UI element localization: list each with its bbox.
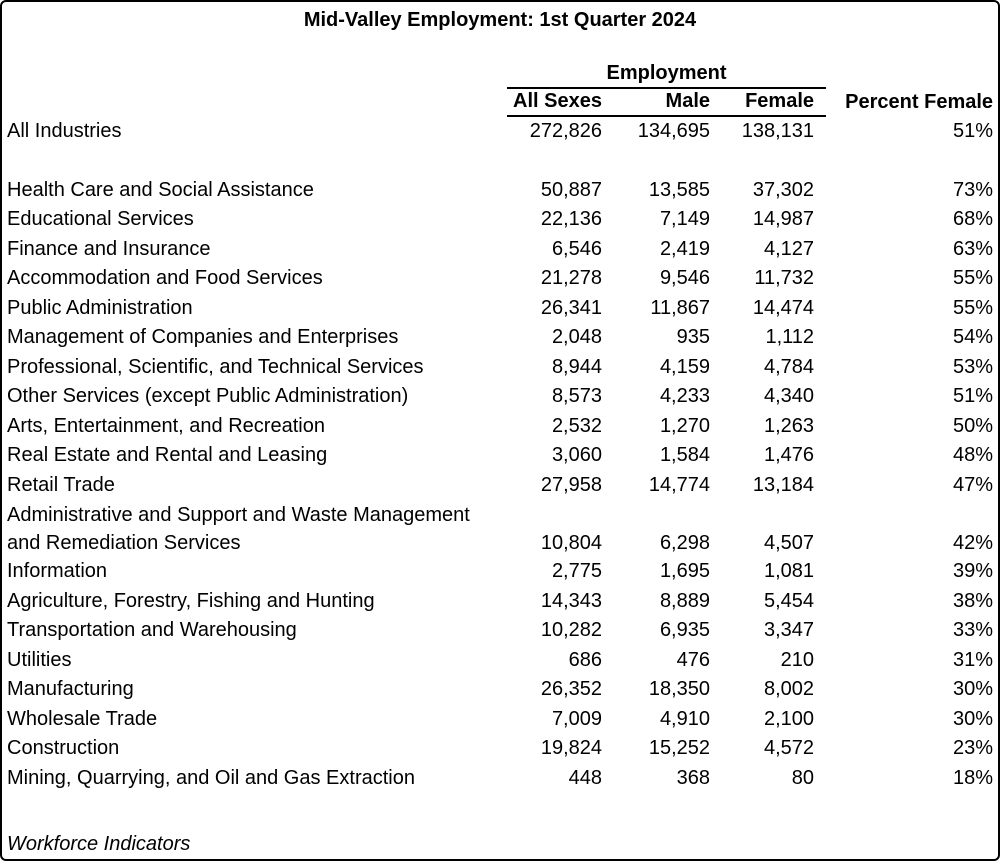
male-value: 9,546 (659, 267, 710, 289)
industry-label: Administrative and Support and Waste Management (7, 504, 470, 526)
industry-label: Mining, Quarrying, and Oil and Gas Extraction (7, 766, 415, 789)
male-value: 1,695 (659, 560, 710, 582)
all-sexes-value: 21,278 (540, 267, 602, 289)
table-row (2, 116, 998, 147)
industry-label: Construction (7, 737, 120, 759)
group-header-row (2, 60, 998, 88)
industry-label-cell (2, 471, 507, 501)
male-value: 935 (676, 326, 710, 348)
all-sexes-value: 3,060 (551, 444, 602, 466)
all-sexes-value: 27,958 (540, 473, 602, 496)
percent-female-value: 30% (953, 678, 994, 700)
column-header-percent-female: Percent Female (845, 91, 994, 113)
percent-female-value: 18% (953, 766, 994, 789)
male-value: 4,159 (659, 355, 710, 378)
industry-label: Agriculture, Forestry, Fishing and Hunting (7, 589, 375, 612)
table-row (2, 587, 998, 617)
page-title: Mid-Valley Employment: 1st Quarter 2024 (303, 9, 697, 31)
industry-label-cell (2, 734, 507, 764)
industry-label-cell (2, 176, 507, 206)
male-value: 13,585 (648, 178, 710, 201)
percent-female-value: 39% (953, 560, 994, 582)
male-value: 2,419 (659, 237, 710, 260)
female-value: 1,263 (763, 414, 815, 437)
female-value: 4,507 (763, 532, 815, 554)
all-sexes-value: 686 (568, 648, 602, 671)
male-value: 14,774 (648, 473, 710, 496)
percent-female-value: 30% (953, 707, 994, 730)
all-sexes-value: 8,944 (551, 355, 602, 378)
percent-female-value: 54% (953, 326, 994, 348)
table-row (2, 176, 998, 206)
female-value: 14,474 (752, 296, 815, 319)
industry-label-cell (2, 646, 507, 676)
industry-label: Accommodation and Food Services (7, 267, 323, 289)
table-row (2, 382, 998, 412)
male-value: 1,584 (659, 444, 710, 466)
industry-label: Information (7, 560, 108, 582)
industry-label-cell (2, 323, 507, 353)
percent-female-value: 47% (953, 473, 994, 496)
table-row (2, 646, 998, 676)
male-value: 1,270 (659, 414, 710, 437)
table-row (2, 353, 998, 383)
industry-label-cell (2, 557, 507, 587)
male-value: 6,298 (659, 532, 710, 554)
industry-label: Transportation and Warehousing (7, 619, 297, 641)
industry-label: Finance and Insurance (7, 237, 211, 260)
industry-label-cell (2, 353, 507, 383)
all-sexes-value: 50,887 (540, 178, 602, 201)
female-value: 1,081 (763, 560, 815, 582)
industry-label: Professional, Scientific, and Technical Services (7, 355, 424, 378)
column-header-row (2, 88, 998, 116)
percent-female-value: 55% (953, 267, 994, 289)
female-value: 210 (780, 648, 815, 671)
column-header-female: Female (710, 88, 826, 116)
male-value: 4,233 (659, 385, 710, 407)
table-row (2, 294, 998, 324)
all-sexes-value: 7,009 (551, 707, 602, 730)
percent-female-value: 55% (953, 296, 994, 319)
percent-female-value: 51% (953, 385, 994, 407)
female-value: 3,347 (763, 619, 815, 641)
percent-female-value: 68% (953, 208, 994, 230)
industry-label: Public Administration (7, 296, 193, 319)
female-value: 4,572 (763, 737, 815, 759)
female-value: 1,112 (765, 326, 815, 348)
table-row (2, 705, 998, 735)
industry-label: Other Services (except Public Administration) (7, 385, 409, 407)
industry-label-cell (2, 675, 507, 705)
industry-label: Utilities (7, 648, 72, 671)
male-value: 15,252 (648, 737, 710, 759)
female-value: 4,127 (763, 237, 815, 260)
industry-label-cell (2, 441, 507, 471)
industry-label-cell (2, 500, 507, 557)
table-row (2, 500, 998, 557)
female-value: 138,131 (741, 120, 815, 142)
table-row (2, 675, 998, 705)
table-row (2, 235, 998, 265)
industry-label-cell (2, 116, 507, 147)
table-row (2, 412, 998, 442)
percent-female-value: 33% (953, 619, 994, 641)
empty-cell (2, 88, 507, 116)
percent-female-value: 73% (953, 178, 994, 201)
female-value: 11,732 (754, 267, 815, 289)
table-row (2, 441, 998, 471)
employment-group-header: Employment (507, 60, 826, 88)
empty-cell (826, 60, 998, 88)
male-value: 6,935 (659, 619, 710, 641)
table-row (2, 734, 998, 764)
percent-female-value: 51% (953, 119, 994, 142)
employment-table (2, 60, 998, 793)
percent-female-value: 42% (953, 532, 994, 554)
table-row (2, 205, 998, 235)
footnote: Workforce Indicators (7, 833, 191, 855)
female-value: 1,476 (763, 444, 815, 466)
industry-label: Manufacturing (7, 678, 134, 700)
male-value: 4,910 (659, 707, 710, 730)
female-value: 8,002 (763, 678, 815, 700)
male-value: 7,149 (659, 208, 710, 230)
industry-label-cell (2, 616, 507, 646)
industry-label-cell (2, 294, 507, 324)
female-value: 4,784 (763, 355, 815, 378)
table-row (2, 557, 998, 587)
industry-label-cell (2, 587, 507, 617)
industry-label: Health Care and Social Assistance (7, 178, 314, 201)
industry-label: Wholesale Trade (7, 707, 158, 730)
female-value: 4,340 (763, 385, 815, 407)
spacer-row (2, 147, 998, 176)
all-sexes-value: 26,341 (540, 296, 602, 319)
industry-label: Arts, Entertainment, and Recreation (7, 414, 325, 437)
female-value: 5,454 (763, 589, 815, 612)
male-value: 476 (676, 648, 710, 671)
female-value: 37,302 (752, 178, 815, 201)
table-row (2, 264, 998, 294)
table-row (2, 471, 998, 501)
table-body (2, 116, 998, 793)
percent-female-value: 50% (953, 414, 994, 437)
all-sexes-value: 10,282 (540, 619, 602, 641)
female-value: 14,987 (752, 208, 815, 230)
all-sexes-value: 19,824 (540, 737, 602, 759)
all-sexes-value: 14,343 (540, 589, 602, 612)
male-value: 18,350 (648, 678, 710, 700)
column-header-all-sexes: All Sexes (507, 88, 602, 116)
industry-label-cell (2, 264, 507, 294)
industry-label-cell (2, 382, 507, 412)
male-value: 134,695 (637, 120, 710, 142)
all-sexes-value: 2,048 (551, 326, 602, 348)
empty-cell (2, 60, 507, 88)
female-value: 13,184 (752, 473, 815, 496)
percent-female-value: 38% (953, 589, 994, 612)
industry-label: Management of Companies and Enterprises (7, 326, 399, 348)
percent-female-value: 31% (953, 648, 994, 671)
all-sexes-value: 26,352 (540, 678, 602, 700)
male-value: 368 (676, 766, 710, 789)
table-row (2, 616, 998, 646)
industry-label-cell (2, 235, 507, 265)
male-value: 11,867 (650, 296, 710, 319)
all-sexes-value: 22,136 (540, 208, 602, 230)
female-value: 80 (791, 766, 815, 789)
male-value: 8,889 (659, 589, 710, 612)
all-sexes-value: 2,532 (551, 414, 602, 437)
all-sexes-value: 6,546 (551, 237, 602, 260)
industry-label-cell (2, 412, 507, 442)
all-sexes-value: 2,775 (551, 560, 602, 582)
all-sexes-value: 272,826 (529, 120, 602, 142)
industry-label-line2: and Remediation Services (7, 532, 241, 554)
percent-female-value: 63% (953, 237, 994, 260)
percent-female-value: 53% (953, 355, 994, 378)
industry-label: Educational Services (7, 208, 194, 230)
industry-label: Retail Trade (7, 473, 115, 496)
industry-label: Real Estate and Rental and Leasing (7, 444, 328, 466)
table-row (2, 764, 998, 794)
industry-label-cell (2, 705, 507, 735)
all-sexes-value: 8,573 (551, 385, 602, 407)
industry-label-cell (2, 764, 507, 794)
percent-female-value: 23% (953, 737, 994, 759)
column-header-male: Male (602, 88, 710, 116)
industry-label: All Industries (7, 119, 122, 142)
percent-female-value: 48% (953, 444, 994, 466)
industry-label-cell (2, 205, 507, 235)
all-sexes-value: 10,804 (540, 532, 602, 554)
all-sexes-value: 448 (568, 766, 602, 789)
table-row (2, 323, 998, 353)
female-value: 2,100 (763, 707, 815, 730)
